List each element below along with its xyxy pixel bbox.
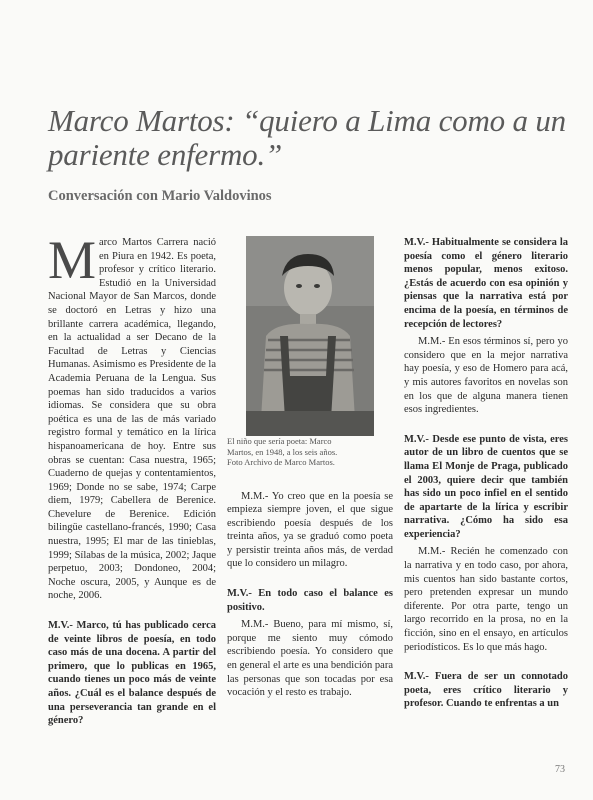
question-3: M.V.- Habitualmente se considera la poesía como el género literario menos popular, menos exitoso. ¿Estás de acuerdo con esa opinión y piensas que la narrativa está por encima de la poesía, en términos de recepción de lectores?	[404, 237, 568, 330]
intro-text: arco Martos Carrera nació en Piura en 1942. Es poeta, profesor y crítico literario. Estudió en la Universidad Nacional Mayor de San Marcos, donde se doctoró en Letras y hizo una brillante carrera académica, llegando, en la actualidad a ser Decano de la Facultad de Letras y Ciencias Humanas. Asimismo es Presidente de la Academia Peruana de la Lengua. Sus poemas han sido traducidos a varios idiomas. Se considera que su obra poética es una de las de más variado registro formal y temático en la lírica hispanoamericana de hoy. Entre sus obras se cuentan: Casa nuestra, 1965; Cuaderno de quejas y contentamientos, 1969; Donde no se sabe, 1974; Carpe diem, 1979; Cabellera de Berenice. Chevelure de Berenice. Edición bilingüe castellano-francés, 1990; Casa nuestra, 1995; El mar de las tinieblas, 1999; Sílabas de la música, 2002; Jaque perpetuo, 2003; Dondoneo, 2004; Noche oscura, 2005, y Aunque es de noche, 2006.	[48, 237, 216, 602]
drop-cap: M	[48, 230, 97, 290]
photo-caption: El niño que sería poeta: Marco Martos, en 1948, a los seis años. Foto Archivo de Marco Martos.	[227, 436, 338, 467]
answer-4: M.M.- Recién he comenzado con la narrativa y en todo caso, por ahora, mis cuentos han sido bastante cortos, pero pretenden expresar un mundo diferente. Por otra parte, tengo un largo recorrido en la prosa, no en la ficción, sino en el ensayo, en artículos periodísticos. Es lo que más hago.	[404, 546, 568, 653]
article-subtitle: Conversación con Mario Valdovinos	[48, 188, 272, 204]
page-number: 73	[555, 764, 565, 775]
answer-1: M.M.- Yo creo que en la poesía se empieza siempre joven, el que sigue escribiendo poesía después de los treinta años, ya se graduó como poeta y persistir treinta años más, de verdad que lo considero un milagro.	[227, 490, 393, 570]
column-1	[48, 230, 216, 728]
question-5: M.V.- Fuera de ser un connotado poeta, eres crítico literario y profesor. Cuando te enfrentas a un	[404, 671, 568, 710]
question-2: M.V.- En todo caso el balance es positivo.	[227, 588, 393, 613]
answer-3: M.M.- En esos términos sí, pero yo considero que en la mejor narrativa hay poesía, y eso de Homero para acá, y mis autores favoritos en novelas son en los que de alguna manera tienen esos ingredientes.	[404, 336, 568, 416]
column-2	[227, 236, 393, 700]
child-portrait-photo	[246, 236, 374, 436]
question-4: M.V.- Desde ese punto de vista, eres autor de un libro de cuentos que se llama El Monje de Praga, publicado el 2003, quiere decir que también has sido un poco infiel en el sentido de apartarte de la lírica y escribir narrativa. ¿Cómo ha sido esa experiencia?	[404, 433, 568, 540]
question-1: M.V.- Marco, tú has publicado cerca de veinte libros de poesía, en todo caso más de una docena. A partir del primero, que lo publicas en 1965, cuando tienes un poco más de veinte años. ¿Cuál es el balance después de una perseverancia tan grande en el género?	[48, 620, 216, 727]
article-title: Marco Martos: “quiero a Lima como a un pariente enfermo.”	[48, 103, 566, 172]
answer-2: M.M.- Bueno, para mí mismo, sí, porque me siento muy cómodo escribiendo poesía. Yo considero que en general el arte es una bendición para las personas que son tocadas por esa vocación y el resto es trabajo.	[227, 619, 393, 699]
column-3	[404, 236, 568, 711]
intro-paragraph	[48, 230, 216, 603]
